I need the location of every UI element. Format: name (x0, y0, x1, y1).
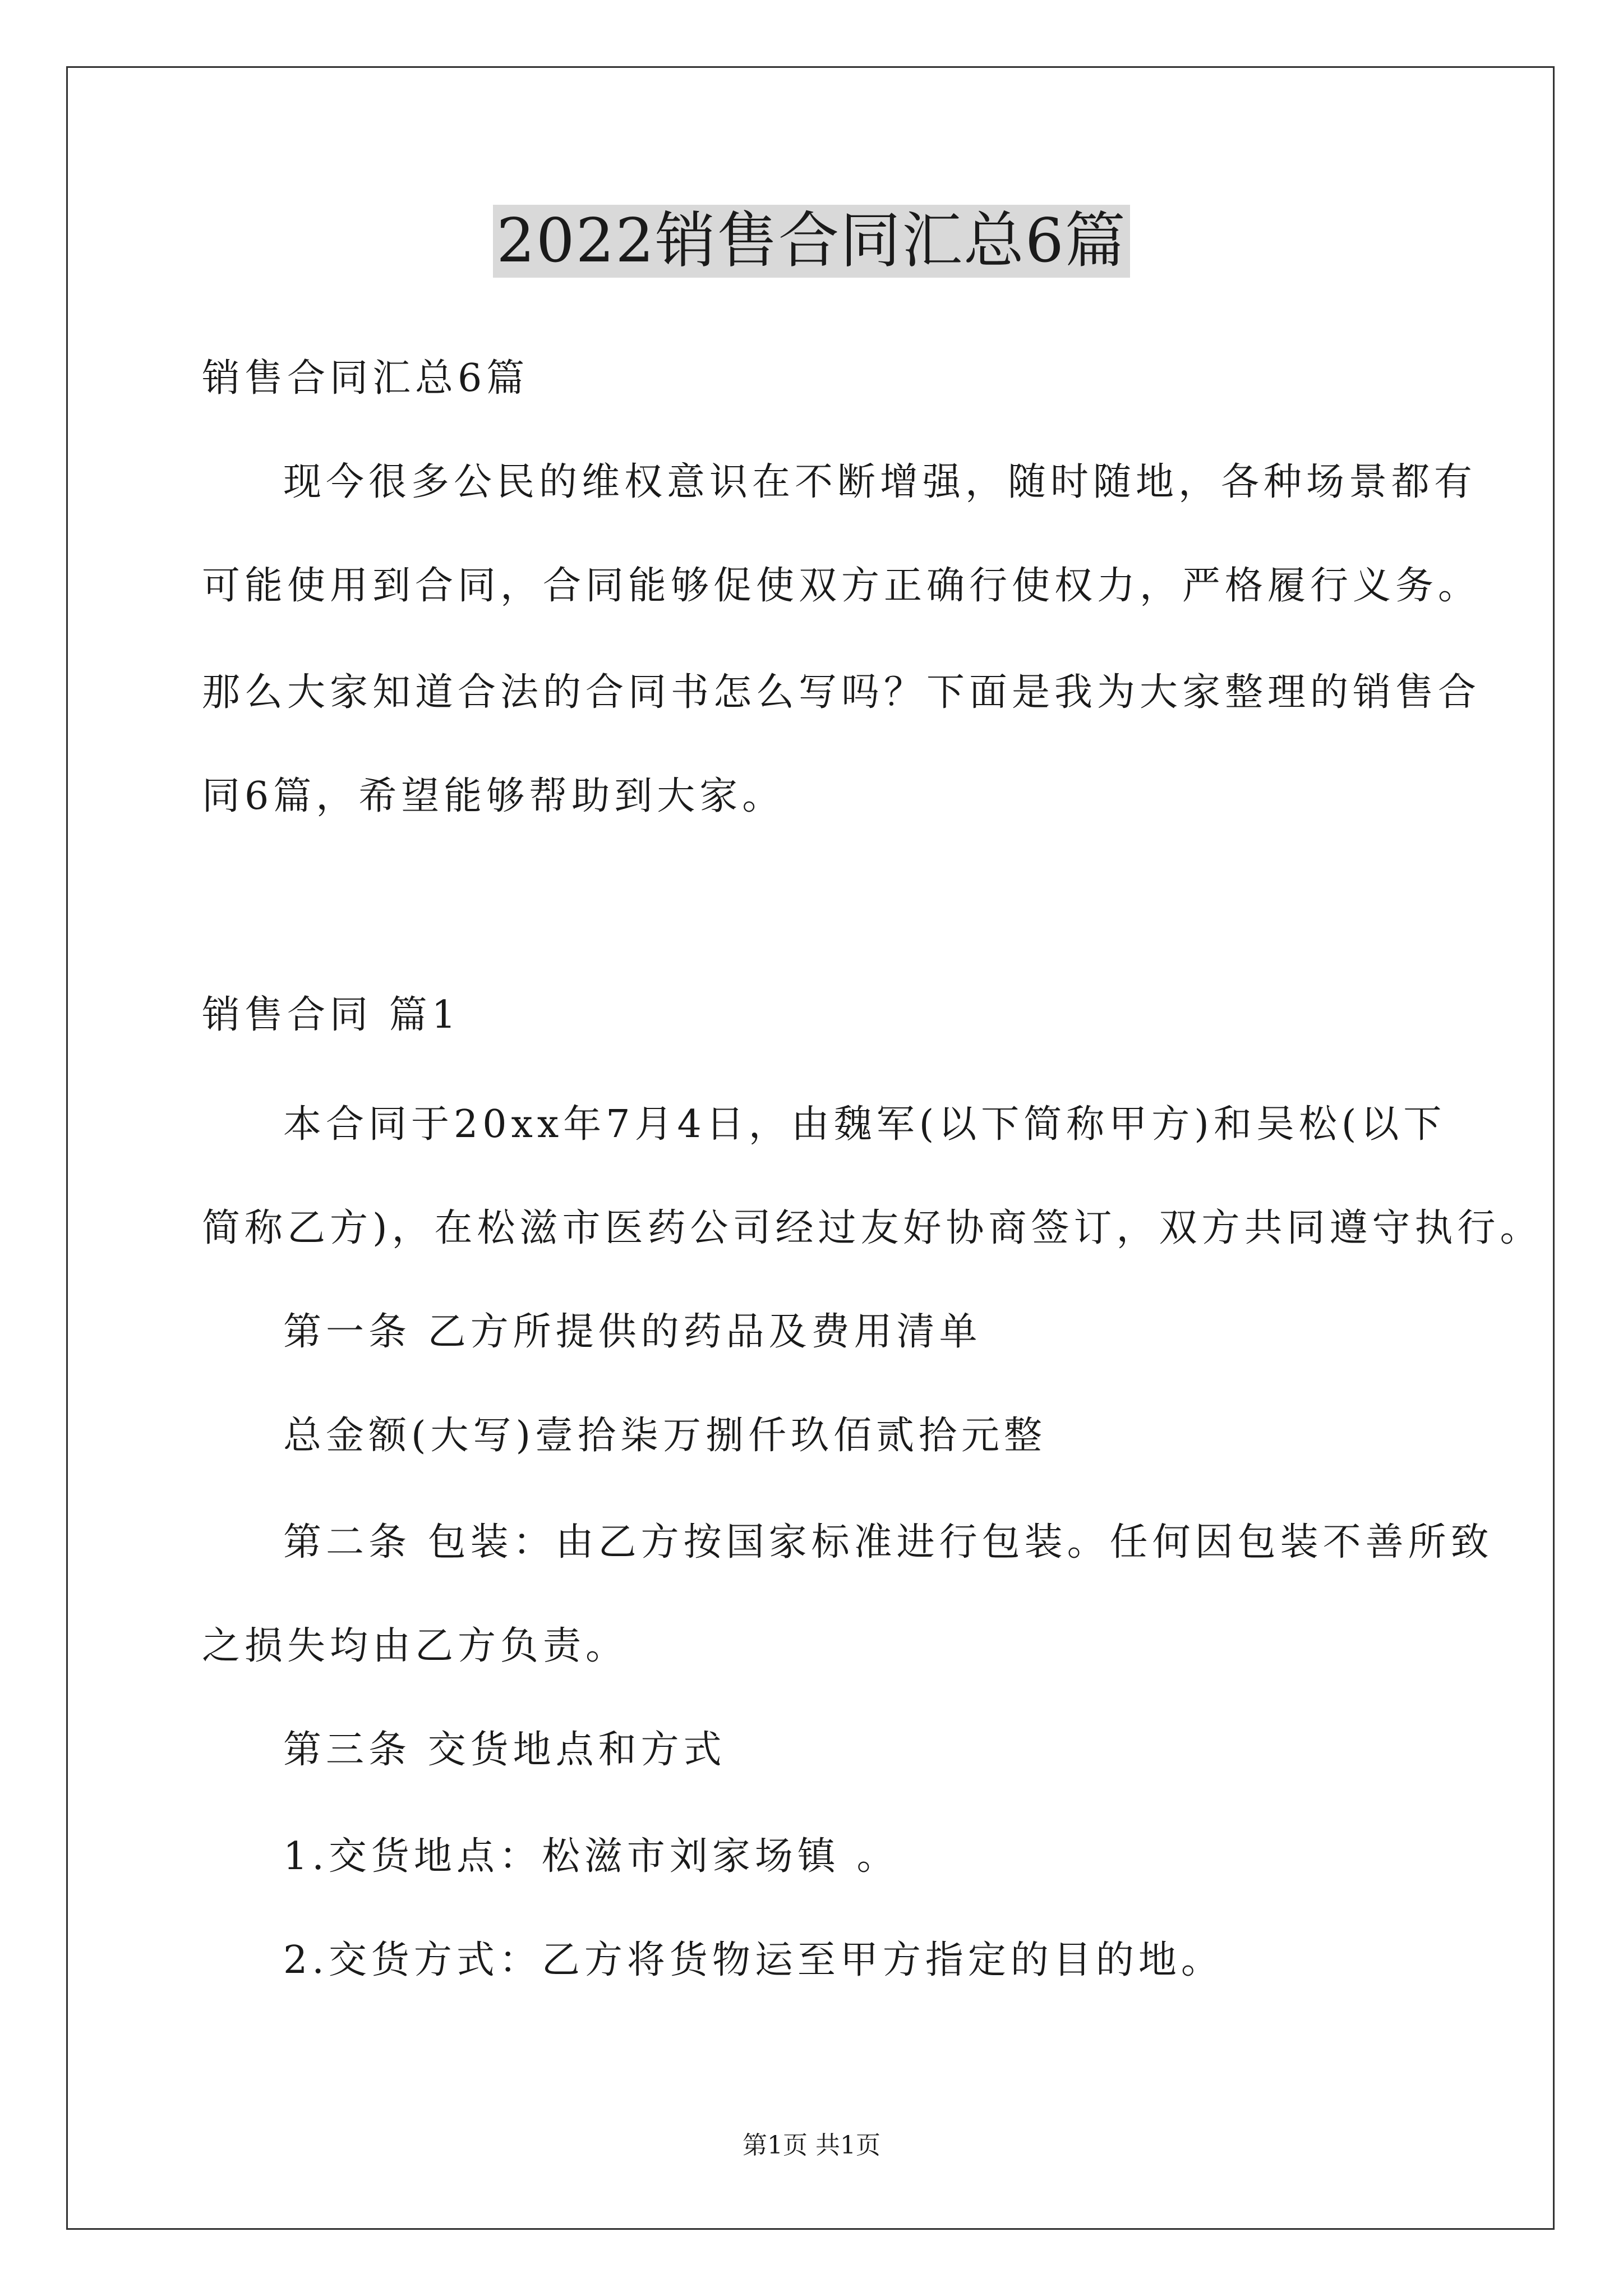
page-footer: 第1页 共1页 (743, 2131, 880, 2160)
document-title: 2022销售合同汇总6篇 (493, 205, 1130, 278)
list-item: 2.交货方式：乙方将货物运至甲方指定的目的地。 (283, 1938, 1224, 1982)
intro-line: 同6篇，希望能够帮助到大家。 (202, 774, 785, 818)
body-line: 简称乙方)，在松滋市医药公司经过友好协商签订，双方共同遵守执行。 (202, 1206, 1543, 1250)
clause-heading: 第二条 包装：由乙方按国家标准进行包装。任何因包装不善所致 (283, 1520, 1493, 1565)
document-title-block (0, 205, 1623, 295)
clause-heading: 第一条 乙方所提供的药品及费用清单 (283, 1310, 982, 1354)
body-line: 之损失均由乙方负责。 (202, 1624, 629, 1668)
subtitle: 销售合同汇总6篇 (202, 356, 529, 401)
list-item: 1.交货地点：松滋市刘家场镇 。 (283, 1834, 900, 1879)
clause-heading: 第三条 交货地点和方式 (283, 1728, 726, 1772)
intro-line: 那么大家知道合法的合同书怎么写吗？下面是我为大家整理的销售合 (202, 670, 1481, 715)
section-heading: 销售合同 篇1 (202, 993, 460, 1037)
intro-line: 可能使用到合同，合同能够促使双方正确行使权力，严格履行义务。 (202, 564, 1481, 608)
body-line: 本合同于20xx年7月4日，由魏军(以下简称甲方)和吴松(以下 (283, 1102, 1446, 1147)
body-line: 总金额(大写)壹拾柒万捌仟玖佰贰拾元整 (283, 1414, 1047, 1458)
intro-line: 现今很多公民的维权意识在不断增强，随时随地，各种场景都有 (283, 460, 1477, 504)
